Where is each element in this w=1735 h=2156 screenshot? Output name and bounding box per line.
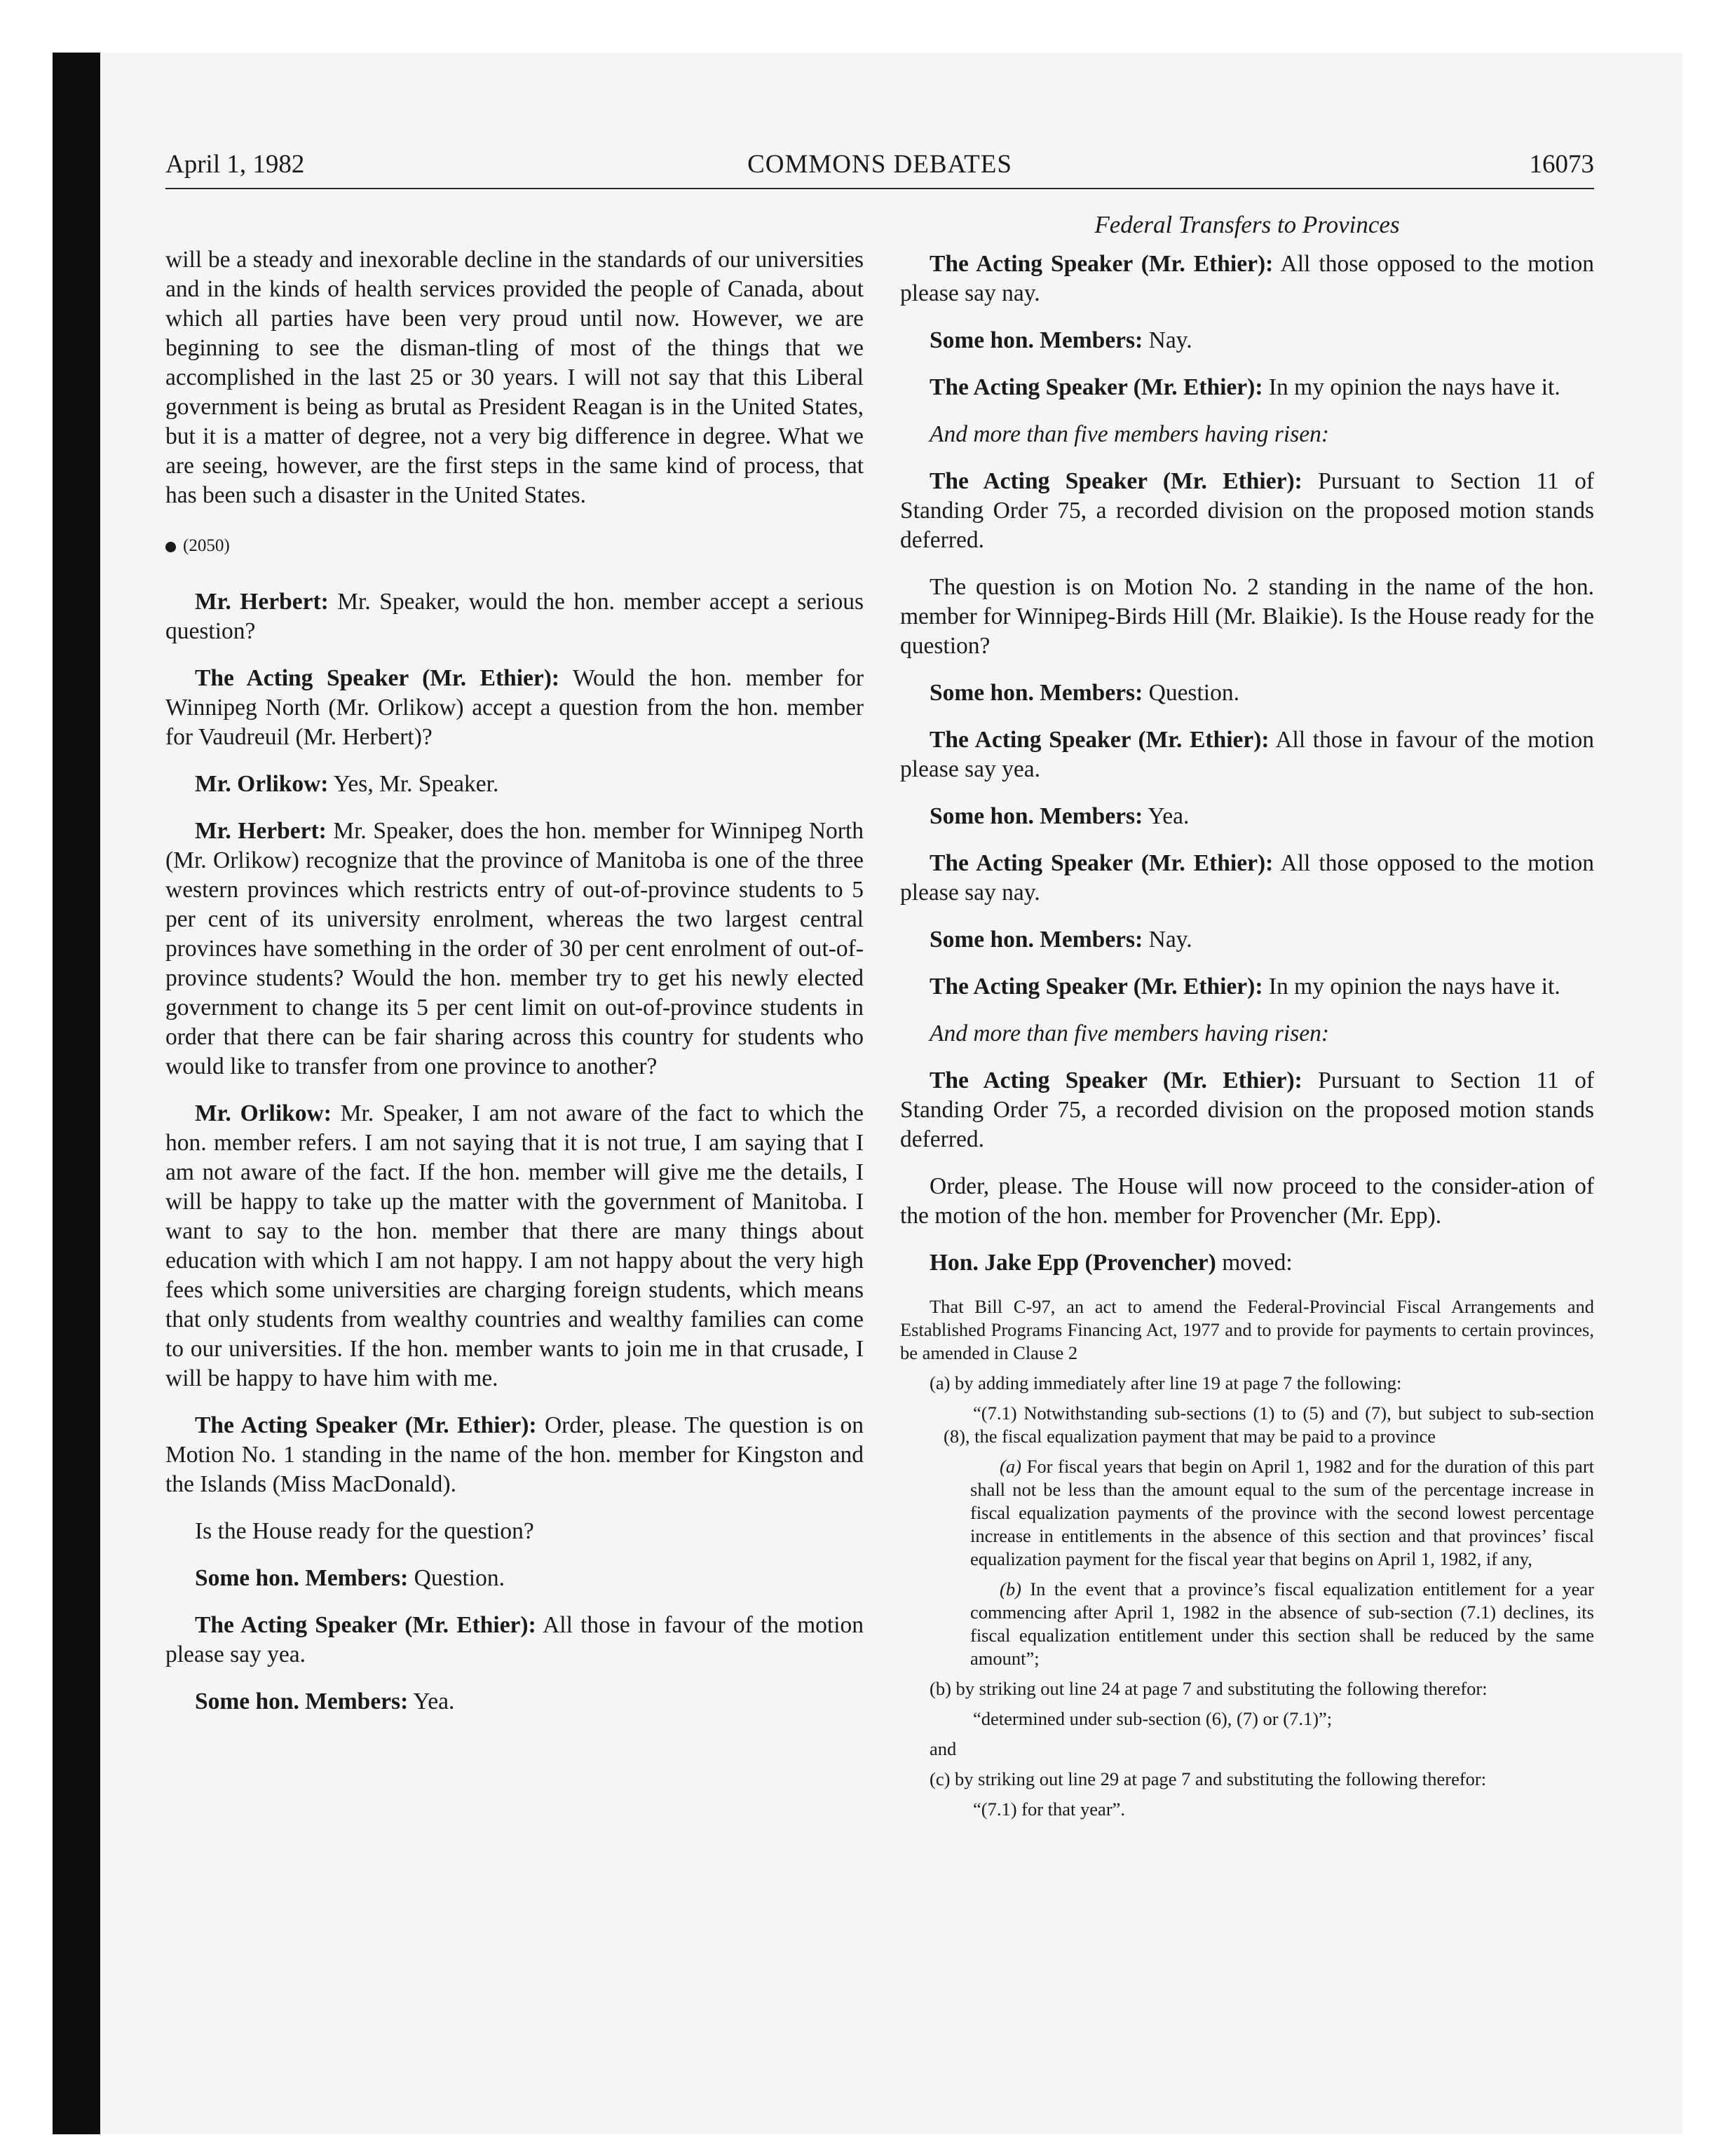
speaker-name: The Acting Speaker (Mr. Ethier):	[930, 1067, 1302, 1093]
speaker-name: The Acting Speaker (Mr. Ethier):	[930, 850, 1274, 876]
speech	[165, 817, 864, 1082]
motion-quote: “determined under sub-section (6), (7) or (7.1)”;	[973, 1708, 1333, 1729]
page-header	[165, 149, 1594, 189]
speech	[165, 1687, 864, 1717]
speaker-name: The Acting Speaker (Mr. Ethier):	[930, 374, 1263, 400]
speaker-name: Some hon. Members:	[930, 803, 1143, 829]
speech-text: moved:	[1222, 1250, 1293, 1276]
speech	[900, 373, 1594, 402]
speaker-name: The Acting Speaker (Mr. Ethier):	[195, 1412, 537, 1438]
scan-edge	[53, 53, 100, 2134]
speech-text: Question.	[414, 1565, 505, 1591]
speaker-name: The Acting Speaker (Mr. Ethier):	[930, 251, 1274, 277]
speech	[900, 925, 1594, 955]
left-column	[165, 245, 864, 1734]
page-number: 16073	[1529, 150, 1594, 179]
speech-text: Pursuant to Section 11 of Standing Order 75, a recorded division on the proposed motion stands deferred.	[900, 468, 1594, 553]
speech-text: In my opinion the nays have it.	[1268, 374, 1560, 400]
motion-clause	[970, 1578, 1594, 1670]
stage-direction	[900, 420, 1594, 449]
speech	[900, 1066, 1594, 1154]
speech-text: In my opinion the nays have it.	[1268, 974, 1560, 999]
speech-text: Pursuant to Section 11 of Standing Order 75, a recorded division on the proposed motion stands deferred.	[900, 1067, 1594, 1152]
motion-subsection: “(7.1) Notwithstanding sub-sections (1) to (5) and (7), but subject to sub-section (8), the fiscal equalization payment that may be paid to a province	[944, 1403, 1594, 1447]
speech-text: Yea.	[1148, 803, 1190, 829]
speech-text: Question.	[1148, 680, 1239, 706]
header-rule	[165, 188, 1594, 189]
speech	[900, 326, 1594, 355]
speech	[165, 1611, 864, 1670]
speaker-name: The Acting Speaker (Mr. Ethier):	[930, 468, 1302, 494]
speech-text: All those opposed to the motion please say nay.	[900, 850, 1594, 906]
speech	[900, 849, 1594, 908]
bullet-icon	[165, 542, 176, 552]
motion-clause	[970, 1455, 1594, 1571]
speech	[900, 678, 1594, 708]
speaker-name: Mr. Herbert:	[195, 589, 329, 615]
speech	[900, 467, 1594, 555]
clause-label: (b)	[1000, 1578, 1021, 1599]
speaker-name: The Acting Speaker (Mr. Ethier):	[930, 727, 1270, 753]
speaker-name: Some hon. Members:	[195, 1565, 409, 1591]
speech	[165, 1564, 864, 1593]
speaker-name: Some hon. Members:	[195, 1688, 409, 1714]
paragraph: Order, please. The House will now proceed to the consider-ation of the motion of the hon. member for Provencher (Mr. Epp).	[900, 1173, 1594, 1229]
speaker-name: Some hon. Members:	[930, 680, 1143, 706]
paragraph: will be a steady and inexorable decline in the standards of our universities and in the kinds of health services provided the people of Canada, about which all parties have been very proud until now. However, we are beginning to see the disman-tling of most of the things that we accomplished in the last 25 or 30 years. I will not say that this Liberal government is being as brutal as President Reagan is in the United States, but it is a matter of degree, not a very big difference in degree. What we are seeing, however, are the first steps in the same kind of process, that has been such a disaster in the United States.	[165, 247, 864, 508]
speech-text: Mr. Speaker, I am not aware of the fact to which the hon. member refers. I am not saying that it is not true, I am saying that I am not aware of the fact. If the hon. member will give me the details, I will be happy to take up the matter with the government of Manitoba. I want to say to the hon. member that there are many things about education with which I am not happy. I am not happy about the very high fees which some universities are charging foreign students, which means that only students from wealthy countries and wealthy families can come to our universities. If the hon. member wants to join me in that crusade, I will be happy to have him with me.	[165, 1100, 864, 1391]
running-head: Federal Transfers to Provinces	[1094, 211, 1400, 238]
speech-text: All those opposed to the motion please say nay.	[900, 251, 1594, 306]
stage-direction-text: And more than five members having risen:	[930, 1021, 1330, 1046]
motion-quote: “(7.1) for that year”.	[973, 1799, 1126, 1820]
speaker-name: The Acting Speaker (Mr. Ethier):	[195, 665, 560, 691]
right-column	[900, 210, 1594, 1828]
speaker-name: Hon. Jake Epp (Provencher)	[930, 1250, 1216, 1276]
time-marker	[165, 531, 864, 561]
speaker-name: Some hon. Members:	[930, 927, 1143, 953]
speech	[900, 1248, 1594, 1278]
speech-text: All those in favour of the motion please say yea.	[900, 727, 1594, 782]
speech-text: Order, please. The question is on Motion No. 1 standing in the name of the hon. member for Kingston and the Islands (Miss MacDonald).	[165, 1412, 864, 1497]
speech	[900, 972, 1594, 1002]
speaker-name: Mr. Orlikow:	[195, 771, 329, 797]
speech	[165, 1099, 864, 1393]
speech	[900, 802, 1594, 831]
speaker-name: Some hon. Members:	[930, 327, 1143, 353]
speaker-name: The Acting Speaker (Mr. Ethier):	[930, 974, 1263, 999]
motion-conjunction: and	[930, 1738, 957, 1759]
speech-text: All those in favour of the motion please say yea.	[165, 1612, 864, 1667]
motion-item: (a) by adding immediately after line 19 at page 7 the following:	[930, 1372, 1402, 1393]
speech-text: Nay.	[1148, 927, 1192, 953]
speech	[165, 770, 864, 799]
speech	[165, 1411, 864, 1499]
clause-text: In the event that a province’s fiscal equalization entitlement for a year commencing after April 1, 1982 in the absence of sub-section (7.1) declines, its fiscal equalization entitlement under this section shall be reduced by the same amount”;	[970, 1578, 1595, 1669]
speech-text: Would the hon. member for Winnipeg North (Mr. Orlikow) accept a question from the hon. member for Vaudreuil (Mr. Herbert)?	[165, 665, 864, 750]
time-marker-text: (2050)	[183, 536, 230, 555]
speech	[165, 587, 864, 646]
motion-text: That Bill C-97, an act to amend the Federal-Provincial Fiscal Arrangements and Established Programs Financing Act, 1977 and to provide for payments to certain provinces, be amended in Clause 2	[900, 1296, 1594, 1363]
stage-direction	[900, 1019, 1594, 1049]
speech-text: Yea.	[413, 1688, 455, 1714]
stage-direction-text: And more than five members having risen:	[930, 421, 1330, 447]
speaker-name: Mr. Orlikow:	[195, 1100, 332, 1126]
speech	[900, 250, 1594, 308]
paragraph: The question is on Motion No. 2 standing in the name of the hon. member for Winnipeg-Birds Hill (Mr. Blaikie). Is the House ready for the question?	[900, 574, 1594, 659]
speaker-name: The Acting Speaker (Mr. Ethier):	[195, 1612, 536, 1638]
clause-label: (a)	[1000, 1456, 1021, 1477]
speech-text: Mr. Speaker, would the hon. member accept a serious question?	[165, 589, 864, 644]
speech	[165, 664, 864, 752]
speech-text: Yes, Mr. Speaker.	[333, 771, 499, 797]
clause-text: For fiscal years that begin on April 1, 1982 and for the duration of this part shall not be less than the amount equal to the sum of the percentage increase in fiscal equalization payments of the province with the second lowest percentage increase in entitlements in the absence of this section and that provinces’ fiscal equalization payment for the fiscal year that begins on April 1, 1982, if any,	[970, 1456, 1595, 1569]
motion-item: (c) by striking out line 29 at page 7 and substituting the following therefor:	[930, 1768, 1487, 1789]
speech-text: Nay.	[1148, 327, 1192, 353]
publication-title: COMMONS DEBATES	[747, 150, 1012, 179]
paragraph: Is the House ready for the question?	[195, 1518, 534, 1544]
speaker-name: Mr. Herbert:	[195, 818, 327, 844]
motion-item: (b) by striking out line 24 at page 7 and substituting the following therefor:	[930, 1678, 1488, 1699]
speech-text: Mr. Speaker, does the hon. member for Winnipeg North (Mr. Orlikow) recognize that the province of Manitoba is one of the three western provinces which restricts entry of out-of-province students to 5 per cent of its university enrolment, whereas the two largest central provinces have something in the order of 30 per cent enrolment of out-of-province students? Would the hon. member try to get his newly elected government to change its 5 per cent limit on out-of-province students in order that there can be fair sharing across this country for students who would like to transfer from one province to another?	[165, 818, 864, 1079]
speech	[900, 725, 1594, 784]
header-date: April 1, 1982	[165, 150, 305, 179]
